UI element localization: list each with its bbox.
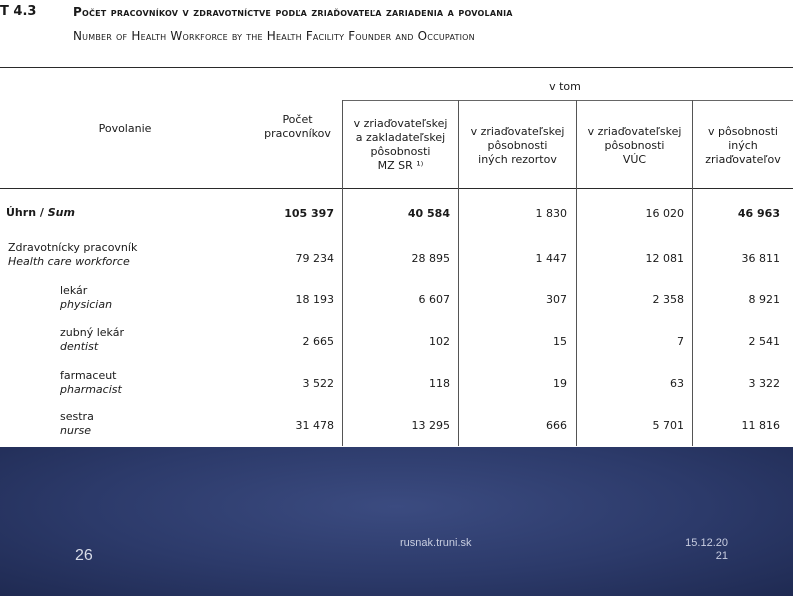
physician-total: 18 193 bbox=[295, 293, 334, 306]
sum-vuc: 16 020 bbox=[645, 207, 684, 220]
nurse-vuc: 5 701 bbox=[652, 419, 684, 432]
nurse-ini: 11 816 bbox=[741, 419, 780, 432]
pharmacist-vuc: 63 bbox=[670, 377, 684, 390]
pharmacist-mzsr: 118 bbox=[429, 377, 450, 390]
nurse-ine-rezorty: 666 bbox=[546, 419, 567, 432]
physician-ini: 8 921 bbox=[748, 293, 780, 306]
source-url: rusnak.truni.sk bbox=[400, 537, 472, 549]
nurse-total: 31 478 bbox=[295, 419, 334, 432]
slide-footer bbox=[0, 447, 793, 596]
sum-mzsr: 40 584 bbox=[407, 207, 450, 220]
header-ini-zriadovatelia: v pôsobnosti iných zriaďovateľov bbox=[705, 125, 781, 166]
vtom-rule bbox=[342, 100, 793, 101]
workforce-total: 79 234 bbox=[295, 252, 334, 265]
header-mzsr: v zriaďovateľskej a zakladateľskej pôsobnosti MZ SR ¹⁾ bbox=[353, 117, 448, 172]
pharmacist-total: 3 522 bbox=[302, 377, 334, 390]
physician-mzsr: 6 607 bbox=[418, 293, 450, 306]
page-number: 26 bbox=[75, 547, 93, 564]
header-bottom-rule bbox=[0, 188, 793, 189]
row-label-pharmacist: farmaceut pharmacist bbox=[60, 369, 122, 396]
row-label-sum: Úhrn / Sum bbox=[6, 206, 75, 219]
header-povolanie: Povolanie bbox=[98, 122, 152, 135]
sum-ini: 46 963 bbox=[737, 207, 780, 220]
row-label-physician: lekár physician bbox=[60, 284, 113, 311]
workforce-ine-rezorty: 1 447 bbox=[535, 252, 567, 265]
workforce-ini: 36 811 bbox=[741, 252, 780, 265]
table-id: T 4.3 bbox=[0, 4, 37, 19]
header-pocet: Počet pracovníkov bbox=[264, 113, 331, 140]
slide-date: 15.12.20 21 bbox=[685, 537, 728, 562]
row-label-dentist: zubný lekár dentist bbox=[60, 326, 124, 353]
nurse-mzsr: 13 295 bbox=[411, 419, 450, 432]
dentist-vuc: 7 bbox=[677, 335, 684, 348]
table-title-sk: Počet pracovníkov v zdravotníctve podľa zriaďovateľa zariadenia a povolania bbox=[73, 5, 513, 19]
workforce-vuc: 12 081 bbox=[645, 252, 684, 265]
pharmacist-ine-rezorty: 19 bbox=[553, 377, 567, 390]
table-top-rule bbox=[0, 67, 793, 68]
header-vuc: v zriaďovateľskej pôsobnosti VÚC bbox=[587, 125, 682, 166]
header-vtom: v tom bbox=[549, 80, 581, 93]
dentist-ine-rezorty: 15 bbox=[553, 335, 567, 348]
sum-ine-rezorty: 1 830 bbox=[535, 207, 567, 220]
dentist-ini: 2 541 bbox=[748, 335, 780, 348]
workforce-mzsr: 28 895 bbox=[411, 252, 450, 265]
dentist-total: 2 665 bbox=[302, 335, 334, 348]
sum-total: 105 397 bbox=[284, 207, 334, 220]
dentist-mzsr: 102 bbox=[429, 335, 450, 348]
row-label-nurse: sestra nurse bbox=[60, 410, 94, 437]
row-label-workforce: Zdravotnícky pracovník Health care workforce bbox=[8, 241, 138, 268]
pharmacist-ini: 3 322 bbox=[748, 377, 780, 390]
physician-vuc: 2 358 bbox=[652, 293, 684, 306]
header-ine-rezorty: v zriaďovateľskej pôsobnosti iných rezortov bbox=[470, 125, 565, 166]
physician-ine-rezorty: 307 bbox=[546, 293, 567, 306]
table-title-en: Number of Health Workforce by the Health Facility Founder and Occupation bbox=[73, 29, 475, 43]
